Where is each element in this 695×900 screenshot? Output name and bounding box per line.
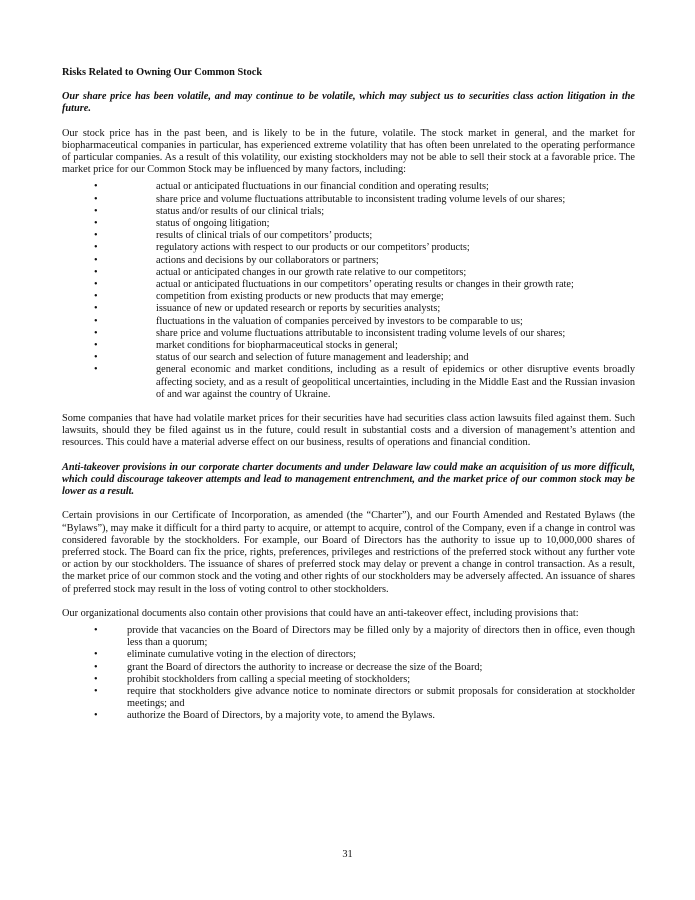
list-item bbox=[62, 328, 635, 340]
list-item-text: prohibit stockholders from calling a special meeting of stockholders; bbox=[127, 673, 411, 685]
anti-takeover-paragraph: Certain provisions in our Certificate of Incorporation, as amended (the “Charter”), and our Fourth Amended and Restated Bylaws (the “Bylaws”), may make it difficult for a third party to acquire, or attempt to acquire, control of the Company, even if a change in control was considered favorable by the stockholders. For example, our Board of Directors has the authority to issue up to 10,000,000 shares of preferred stock. The Board can fix the price, rights, preferences, privileges and restrictions of the preferred stock without any further vote or action by our stockholders. The issuance of shares of preferred stock may delay or prevent a change in control transaction. As a result, the market price of our common stock and the voting and other rights of our stockholders may be adversely affected. An issuance of shares of preferred stock may result in the loss of voting control to other stockholders. bbox=[62, 510, 635, 595]
list-item bbox=[62, 255, 635, 267]
volatility-intro-paragraph: Our stock price has in the past been, and is likely to be in the future, volatile. The stock market in general, and the market for biopharmaceutical companies in particular, has experienced extreme volatility that has often been unrelated to the operating performance of particular companies. As a result of this volatility, our existing stockholders may not be able to sell their stock at a favorable price. The market price for our Common Stock may be influenced by many factors, including: bbox=[62, 127, 635, 176]
volatility-factors-list bbox=[62, 181, 635, 401]
bullet-icon: • bbox=[94, 291, 98, 303]
list-item bbox=[62, 181, 635, 193]
list-item bbox=[62, 674, 635, 686]
list-item-text: regulatory actions with respect to our products or our competitors’ products; bbox=[156, 242, 470, 254]
bullet-icon: • bbox=[94, 624, 98, 636]
bullet-icon: • bbox=[94, 661, 98, 673]
organizational-documents-paragraph: Our organizational documents also contain other provisions that could have an anti-takeover effect, including provisions that: bbox=[62, 607, 579, 619]
risk-heading-anti-takeover: Anti-takeover provisions in our corporate charter documents and under Delaware law could make an acquisition of us more difficult, which could discourage takeover attempts and lead to management entrenchment, and the market price of our common stock may be lower as a result. bbox=[62, 461, 635, 498]
bullet-icon: • bbox=[94, 364, 98, 376]
bullet-icon: • bbox=[94, 649, 98, 661]
bullet-icon: • bbox=[94, 673, 98, 685]
list-item-text: actual or anticipated changes in our growth rate relative to our competitors; bbox=[156, 266, 467, 278]
list-item-text: status and/or results of our clinical trials; bbox=[156, 205, 325, 217]
bullet-icon: • bbox=[94, 327, 98, 339]
list-item bbox=[62, 242, 635, 254]
bullet-icon: • bbox=[94, 242, 98, 254]
list-item bbox=[62, 340, 635, 352]
list-item bbox=[62, 625, 635, 649]
list-item bbox=[62, 686, 635, 710]
list-item-text: eliminate cumulative voting in the election of directors; bbox=[127, 649, 357, 661]
anti-takeover-provisions-list bbox=[62, 625, 635, 723]
list-item-text: share price and volume fluctuations attributable to inconsistent trading volume levels of our shares; bbox=[156, 193, 566, 205]
list-item-text: status of our search and selection of future management and leadership; and bbox=[156, 352, 469, 364]
list-item-text: require that stockholders give advance notice to nominate directors or submit proposals for consideration at stockholder meetings; and bbox=[127, 685, 635, 710]
list-item-text: competition from existing products or new products that may emerge; bbox=[156, 291, 444, 303]
list-item bbox=[62, 279, 635, 291]
list-item bbox=[62, 230, 635, 242]
bullet-icon: • bbox=[94, 685, 98, 697]
list-item-text: status of ongoing litigation; bbox=[156, 218, 270, 230]
bullet-icon: • bbox=[94, 254, 98, 266]
list-item bbox=[62, 194, 635, 206]
bullet-icon: • bbox=[94, 205, 98, 217]
list-item-text: provide that vacancies on the Board of Directors may be filled only by a majority of directors then in office, even though less than a quorum; bbox=[127, 624, 635, 649]
page-number: 31 bbox=[342, 849, 353, 860]
list-item-text: actual or anticipated fluctuations in our financial condition and operating results; bbox=[156, 181, 489, 193]
list-item-text: grant the Board of directors the authority to increase or decrease the size of the Board; bbox=[127, 661, 483, 673]
risk-heading-volatility: Our share price has been volatile, and may continue to be volatile, which may subject us to securities class action litigation in the future. bbox=[62, 91, 635, 115]
list-item bbox=[62, 364, 635, 401]
bullet-icon: • bbox=[94, 193, 98, 205]
list-item-text: authorize the Board of Directors, by a majority vote, to amend the Bylaws. bbox=[127, 710, 435, 722]
volatility-conclusion-paragraph: Some companies that have had volatile market prices for their securities have had securities class action lawsuits filed against them. Such lawsuits, should they be filed against us in the future, could result in substantial costs and a diversion of management’s attention and resources. This could have a material adverse effect on our business, results of operations and financial condition. bbox=[62, 413, 635, 449]
bullet-icon: • bbox=[94, 303, 98, 315]
bullet-icon: • bbox=[94, 230, 98, 242]
list-item bbox=[62, 649, 635, 661]
list-item-text: share price and volume fluctuations attributable to inconsistent trading volume levels of our shares; bbox=[156, 327, 566, 339]
bullet-icon: • bbox=[94, 181, 98, 193]
list-item-text: actual or anticipated fluctuations in our competitors’ operating results or changes in their growth rate; bbox=[156, 279, 574, 291]
list-item bbox=[62, 206, 635, 218]
list-item bbox=[62, 316, 635, 328]
list-item-text: general economic and market conditions, including as a result of epidemics or other disruptive events broadly affecting society, and as a result of geopolitical uncertainties, including in the Middle East and the Russian invasion of and war against the country of Ukraine. bbox=[156, 364, 635, 400]
bullet-icon: • bbox=[94, 710, 98, 722]
list-item-text: results of clinical trials of our competitors’ products; bbox=[156, 230, 373, 242]
list-item bbox=[62, 662, 635, 674]
list-item bbox=[62, 303, 635, 315]
list-item bbox=[62, 218, 635, 230]
list-item-text: issuance of new or updated research or reports by securities analysts; bbox=[156, 303, 441, 315]
bullet-icon: • bbox=[94, 340, 98, 352]
list-item-text: fluctuations in the valuation of companies perceived by investors to be comparable to us; bbox=[156, 315, 523, 327]
list-item bbox=[62, 352, 635, 364]
bullet-icon: • bbox=[94, 352, 98, 364]
section-title: Risks Related to Owning Our Common Stock bbox=[62, 67, 263, 78]
list-item bbox=[62, 710, 635, 722]
list-item-text: actions and decisions by our collaborators or partners; bbox=[156, 254, 379, 266]
bullet-icon: • bbox=[94, 315, 98, 327]
list-item bbox=[62, 291, 635, 303]
bullet-icon: • bbox=[94, 266, 98, 278]
bullet-icon: • bbox=[94, 218, 98, 230]
document-page bbox=[62, 67, 635, 735]
list-item bbox=[62, 267, 635, 279]
list-item-text: market conditions for biopharmaceutical stocks in general; bbox=[156, 340, 398, 352]
bullet-icon: • bbox=[94, 279, 98, 291]
